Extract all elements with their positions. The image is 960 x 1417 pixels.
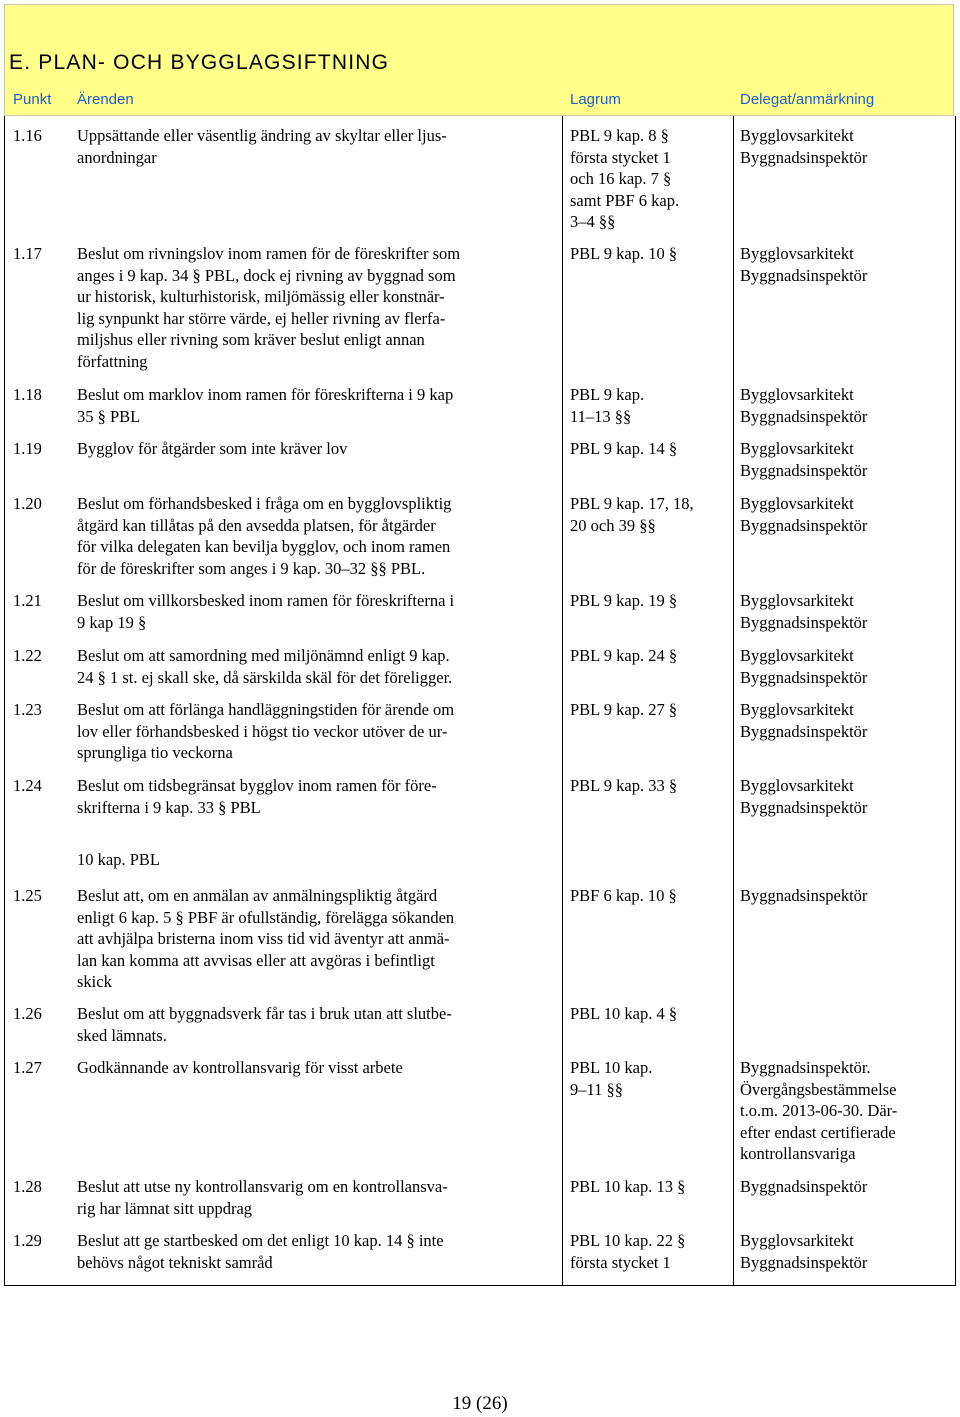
row-text: Beslut om marklov inom ramen för föreskrifterna i 9 kap 35 § PBL <box>77 385 454 426</box>
row-delegate: Byggnadsinspektör <box>740 1177 868 1196</box>
row-number: 1.22 <box>13 646 42 665</box>
row-delegate: Byggnadsinspektör. Övergångsbestämmelse t.o.m. 2013-06-30. Där- efter endast certifierade kontrollansvariga <box>740 1058 898 1163</box>
row-text: Godkännande av kontrollansvarig för visst arbete <box>77 1058 403 1077</box>
row-law: PBL 9 kap. 33 § <box>570 776 678 795</box>
row-text: Uppsättande eller väsentlig ändring av skyltar eller ljus- anordningar <box>77 126 447 167</box>
row-delegate: Bygglovsarkitekt Byggnadsinspektör <box>740 385 868 426</box>
row-text: Beslut om att byggnadsverk får tas i bruk utan att slutbe- sked lämnats. <box>77 1004 452 1045</box>
row-text: Beslut om att förlänga handläggningstiden för ärende om lov eller förhandsbesked i högst tio veckor utöver de ur- sprungliga tio veckorna <box>77 700 455 762</box>
row-text: Bygglov för åtgärder som inte kräver lov <box>77 439 348 458</box>
table-border-bottom <box>4 1285 956 1286</box>
row-number: 1.26 <box>13 1004 42 1023</box>
row-delegate: Bygglovsarkitekt Byggnadsinspektör <box>740 1231 868 1272</box>
row-number: 1.27 <box>13 1058 42 1077</box>
row-number: 1.17 <box>13 244 42 263</box>
row-delegate: Byggnadsinspektör <box>740 886 868 905</box>
row-law: PBL 10 kap. 22 § första stycket 1 <box>570 1231 686 1272</box>
row-law: PBL 9 kap. 8 § första stycket 1 och 16 kap. 7 § samt PBF 6 kap. 3–4 §§ <box>570 126 680 231</box>
row-text: Beslut att utse ny kontrollansvarig om en kontrollansva- rig har lämnat sitt uppdrag <box>77 1177 448 1218</box>
row-delegate: Bygglovsarkitekt Byggnadsinspektör <box>740 776 868 817</box>
page-title: E. PLAN- OCH BYGGLAGSIFTNING <box>9 51 390 74</box>
row-number: 1.16 <box>13 126 42 145</box>
row-delegate: Bygglovsarkitekt Byggnadsinspektör <box>740 126 868 167</box>
column-header-delegat: Delegat/anmärkning <box>740 91 875 108</box>
row-law: PBL 9 kap. 11–13 §§ <box>570 385 645 426</box>
row-text: Beslut om rivningslov inom ramen för de föreskrifter som anges i 9 kap. 34 § PBL, dock ej rivning av byggnad som ur historisk, kulturhistorisk, miljömässig eller konstnär- lig synpunkt har större värde, ej heller rivning av flerfa- miljshus eller rivning som kräver beslut enligt annan författning <box>77 244 461 371</box>
column-divider <box>562 116 563 1286</box>
column-divider <box>733 116 734 1286</box>
page-number: 19 (26) <box>452 1393 508 1414</box>
row-number: 1.18 <box>13 385 42 404</box>
row-law: PBL 10 kap. 9–11 §§ <box>570 1058 653 1099</box>
row-number: 1.29 <box>13 1231 42 1250</box>
row-text: Beslut att ge startbesked om det enligt 10 kap. 14 § inte behövs något tekniskt samråd <box>77 1231 444 1272</box>
row-text: Beslut om villkorsbesked inom ramen för föreskrifterna i 9 kap 19 § <box>77 591 455 632</box>
row-number: 1.28 <box>13 1177 42 1196</box>
row-text: Beslut om att samordning med miljönämnd enligt 9 kap. 24 § 1 st. ej skall ske, då särskilda skäl för det föreligger. <box>77 646 453 687</box>
row-number: 1.20 <box>13 494 42 513</box>
row-delegate: Bygglovsarkitekt Byggnadsinspektör <box>740 700 868 741</box>
row-law: PBL 9 kap. 24 § <box>570 646 678 665</box>
row-delegate: Bygglovsarkitekt Byggnadsinspektör <box>740 591 868 632</box>
table-border-right <box>955 116 956 1286</box>
column-header-punkt: Punkt <box>13 91 52 108</box>
row-law: PBL 9 kap. 10 § <box>570 244 678 263</box>
row-number: 1.24 <box>13 776 42 795</box>
row-law: PBF 6 kap. 10 § <box>570 886 677 905</box>
row-number: 1.19 <box>13 439 42 458</box>
row-law: PBL 9 kap. 17, 18, 20 och 39 §§ <box>570 494 694 535</box>
row-text: Beslut om tidsbegränsat bygglov inom ramen för före- skrifterna i 9 kap. 33 § PBL <box>77 776 437 817</box>
row-number: 1.25 <box>13 886 42 905</box>
row-law: PBL 9 kap. 19 § <box>570 591 678 610</box>
row-law: PBL 10 kap. 4 § <box>570 1004 678 1023</box>
table-border-left <box>4 116 5 1286</box>
row-law: PBL 9 kap. 14 § <box>570 439 678 458</box>
section-heading: 10 kap. PBL <box>77 850 160 869</box>
row-law: PBL 10 kap. 13 § <box>570 1177 686 1196</box>
row-delegate: Bygglovsarkitekt Byggnadsinspektör <box>740 646 868 687</box>
row-text: Beslut om förhandsbesked i fråga om en bygglovspliktig åtgärd kan tillåtas på den avsedda platsen, för åtgärder för vilka delegaten kan bevilja bygglov, och inom ramen för de föreskrifter som anges i 9 kap. 30–32 §§ PBL. <box>77 494 452 578</box>
column-header-arenden: Ärenden <box>77 91 134 108</box>
row-text: Beslut att, om en anmälan av anmälningspliktig åtgärd enligt 6 kap. 5 § PBF är ofullständig, förelägga sökanden att avhjälpa bristerna inom viss tid vid äventyr att anmä- lan kan komma att avvisas eller att avgöras i befintligt skick <box>77 886 455 991</box>
row-delegate: Bygglovsarkitekt Byggnadsinspektör <box>740 439 868 480</box>
row-number: 1.21 <box>13 591 42 610</box>
row-delegate: Bygglovsarkitekt Byggnadsinspektör <box>740 494 868 535</box>
row-number: 1.23 <box>13 700 42 719</box>
column-header-lagrum: Lagrum <box>570 91 621 108</box>
row-law: PBL 9 kap. 27 § <box>570 700 678 719</box>
row-delegate: Bygglovsarkitekt Byggnadsinspektör <box>740 244 868 285</box>
